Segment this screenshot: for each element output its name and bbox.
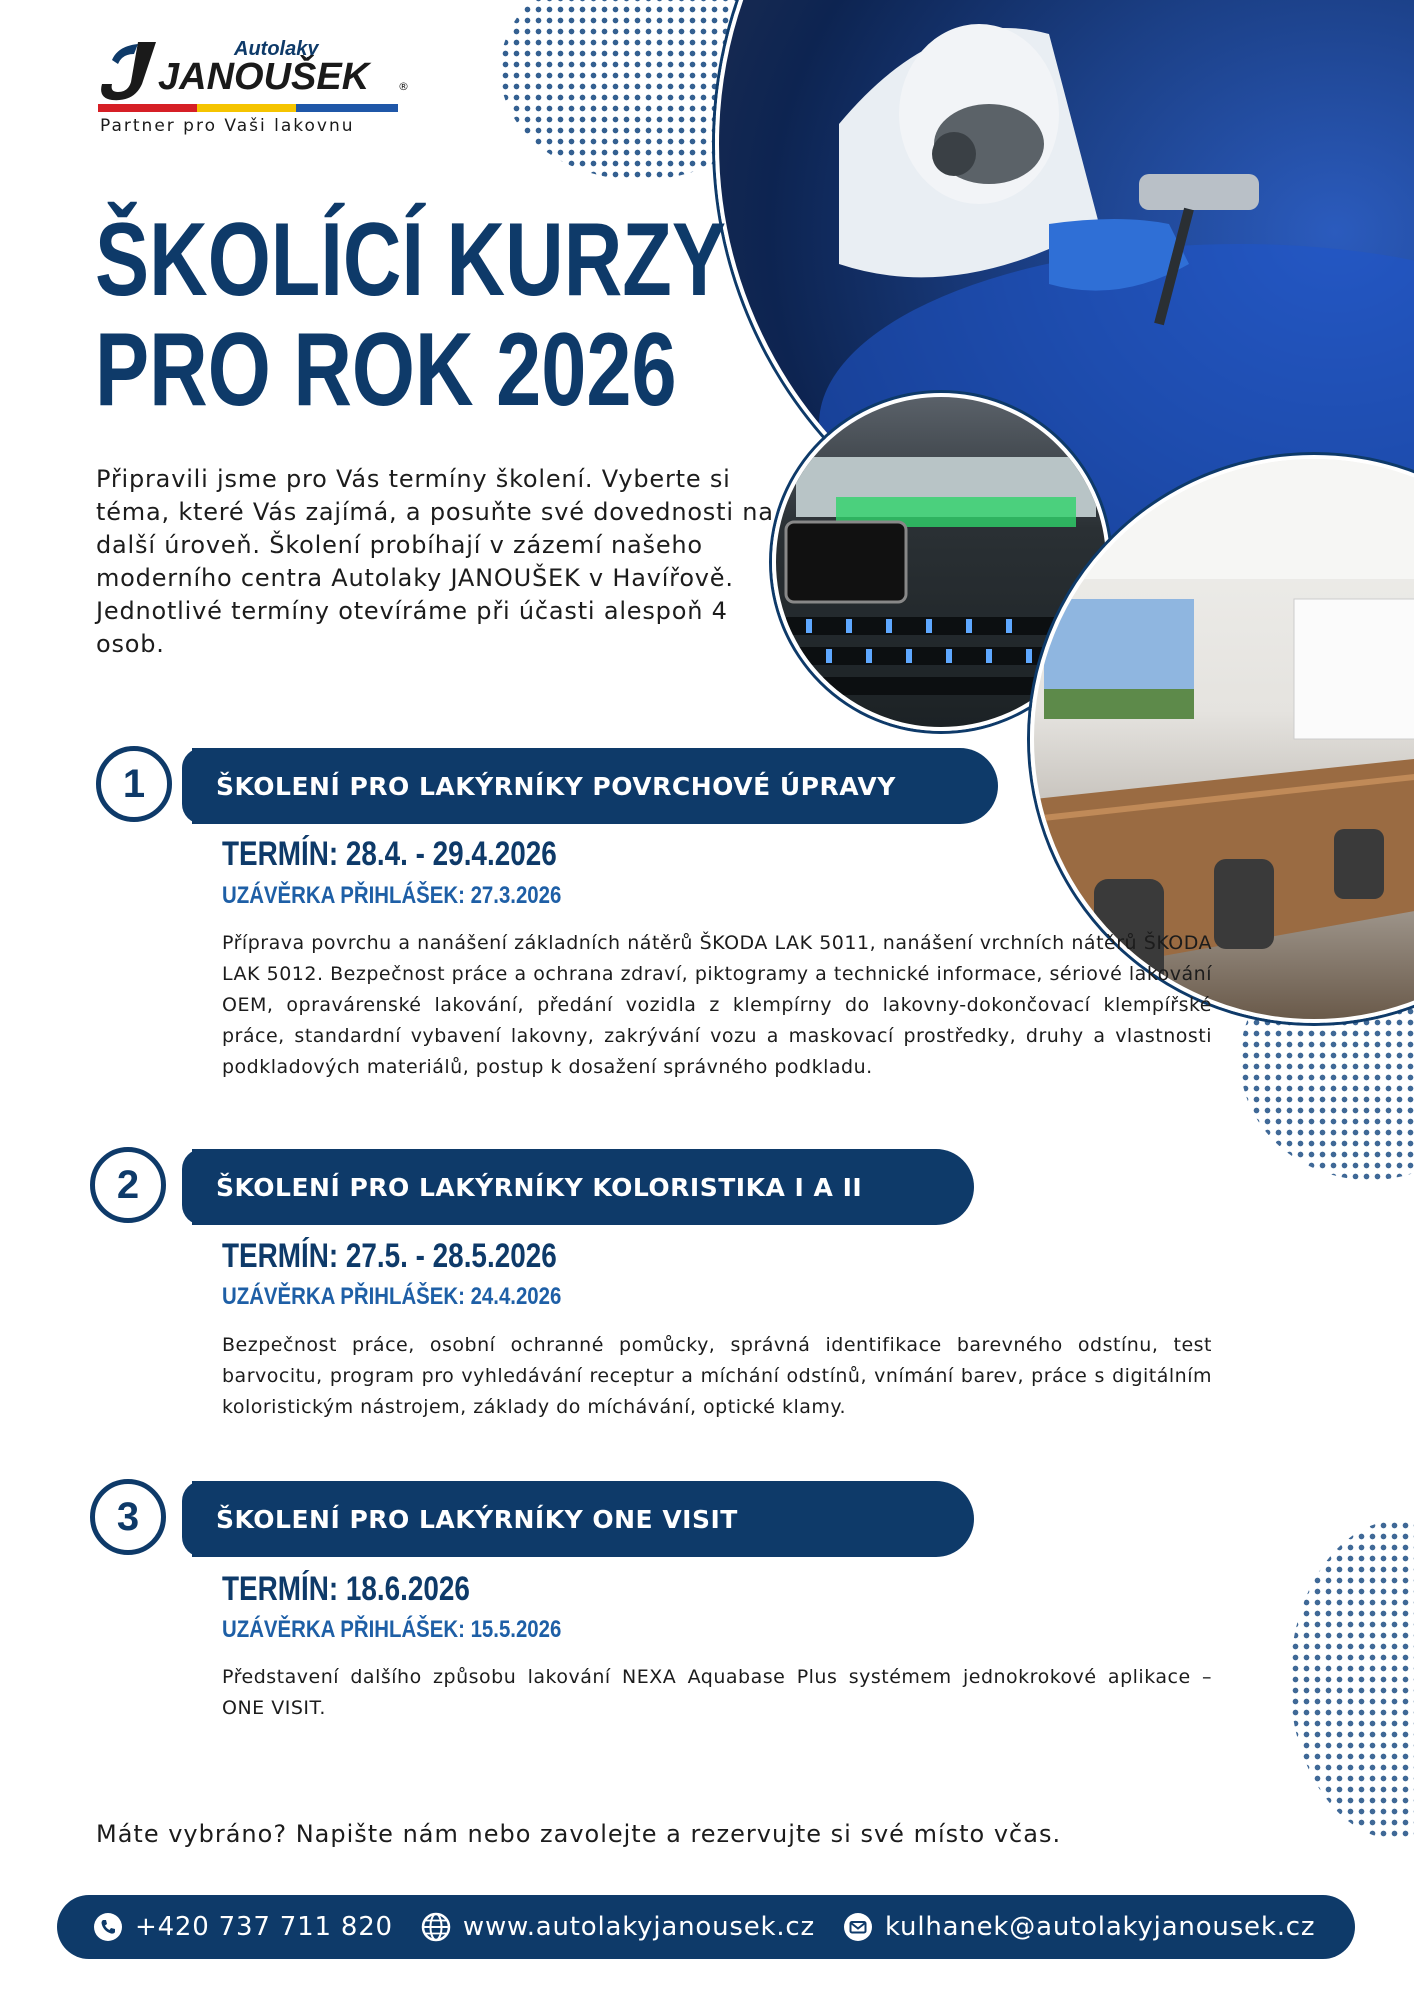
course-2-description: Bezpečnost práce, osobní ochranné pomůcky, správná identifikace barevného odstínu, test barvocitu, program pro vyhledávání receptur a míchání odstínů, vnímání barev, práce s digitálním koloristickým nástrojem, základy do míchávání, optické klamy.	[222, 1334, 1212, 1418]
logo-color-stripe	[98, 104, 398, 112]
contact-email[interactable]	[843, 1912, 1315, 1942]
contact-bar	[57, 1895, 1355, 1959]
course-1-description: Příprava povrchu a nanášení základních nátěrů ŠKODA LAK 5011, nanášení vrchních nátěrů ŠKODA LAK 5012. Bezpečnost práce a ochrana zdraví, piktogramy a technické informace, sériové lakování OEM, opravárenské lakování, předání vozidla z klempírny do lakovny-dokončovací klempířské práce, standardní vybavení lakovny, zakrývání vozu a maskovací prostředky, druhy a vlastnosti podkladových materiálů, postup k dosažení správného podkladu.	[222, 932, 1212, 1078]
contact-phone-text: +420 737 711 820	[135, 1912, 393, 1942]
course-3-title: ŠKOLENÍ PRO LAKÝRNÍKY ONE VISIT	[192, 1481, 974, 1557]
course-2-title: ŠKOLENÍ PRO LAKÝRNÍKY KOLORISTIKA I A II	[192, 1149, 974, 1225]
email-icon	[843, 1912, 873, 1942]
contact-phone[interactable]	[93, 1912, 393, 1942]
course-3-description: Představení dalšího způsobu lakování NEXA Aquabase Plus systémem jednokrokové aplikace – ONE VISIT.	[222, 1666, 1212, 1719]
course-2-deadline: UZÁVĚRKA PŘIHLÁŠEK: 24.4.2026	[222, 1283, 562, 1310]
logo-registered-mark: ®	[398, 80, 409, 93]
globe-icon	[421, 1912, 451, 1942]
course-1-title: ŠKOLENÍ PRO LAKÝRNÍKY POVRCHOVÉ ÚPRAVY	[192, 748, 998, 824]
course-1-termin: TERMÍN: 28.4. - 29.4.2026	[222, 835, 557, 873]
company-logo	[98, 38, 418, 138]
logo-tagline: Partner pro Vaši lakovnu	[100, 116, 355, 136]
page-title-line1: ŠKOLÍCÍ KURZY	[95, 202, 726, 318]
logo-mark-icon	[98, 40, 158, 102]
course-1-deadline: UZÁVĚRKA PŘIHLÁŠEK: 27.3.2026	[222, 882, 562, 909]
course-3-deadline: UZÁVĚRKA PŘIHLÁŠEK: 15.5.2026	[222, 1616, 562, 1643]
course-1-number: 1	[96, 746, 172, 822]
course-3-termin: TERMÍN: 18.6.2026	[222, 1570, 470, 1608]
course-2-number: 2	[90, 1147, 166, 1223]
call-to-action: Máte vybráno? Napište nám nebo zavolejte a rezervujte si své místo včas.	[96, 1820, 1062, 1848]
logo-brand-name: JANOUŠEK	[158, 56, 370, 98]
course-3-number: 3	[90, 1479, 166, 1555]
phone-icon	[93, 1912, 123, 1942]
page-title	[95, 202, 726, 428]
contact-email-text: kulhanek@autolakyjanousek.cz	[884, 1912, 1316, 1942]
dots-bottom-right	[1290, 1520, 1414, 1840]
intro-text: Připravili jsme pro Vás termíny školení. Vyberte si téma, které Vás zajímá, a posuňte své dovednosti na další úroveň. Školení probíhají v zázemí našeho moderního centra Autolaky JANOUŠEK v Havířově. Jednotlivé termíny otevíráme při účasti alespoň 4 osob.	[96, 465, 774, 658]
contact-web-text: www.autolakyjanousek.cz	[462, 1912, 815, 1942]
logo-autolaky: Autolaky	[234, 38, 319, 60]
page-title-line2: PRO ROK 2026	[95, 312, 677, 428]
contact-web[interactable]	[421, 1912, 815, 1942]
course-2-termin: TERMÍN: 27.5. - 28.5.2026	[222, 1237, 557, 1275]
